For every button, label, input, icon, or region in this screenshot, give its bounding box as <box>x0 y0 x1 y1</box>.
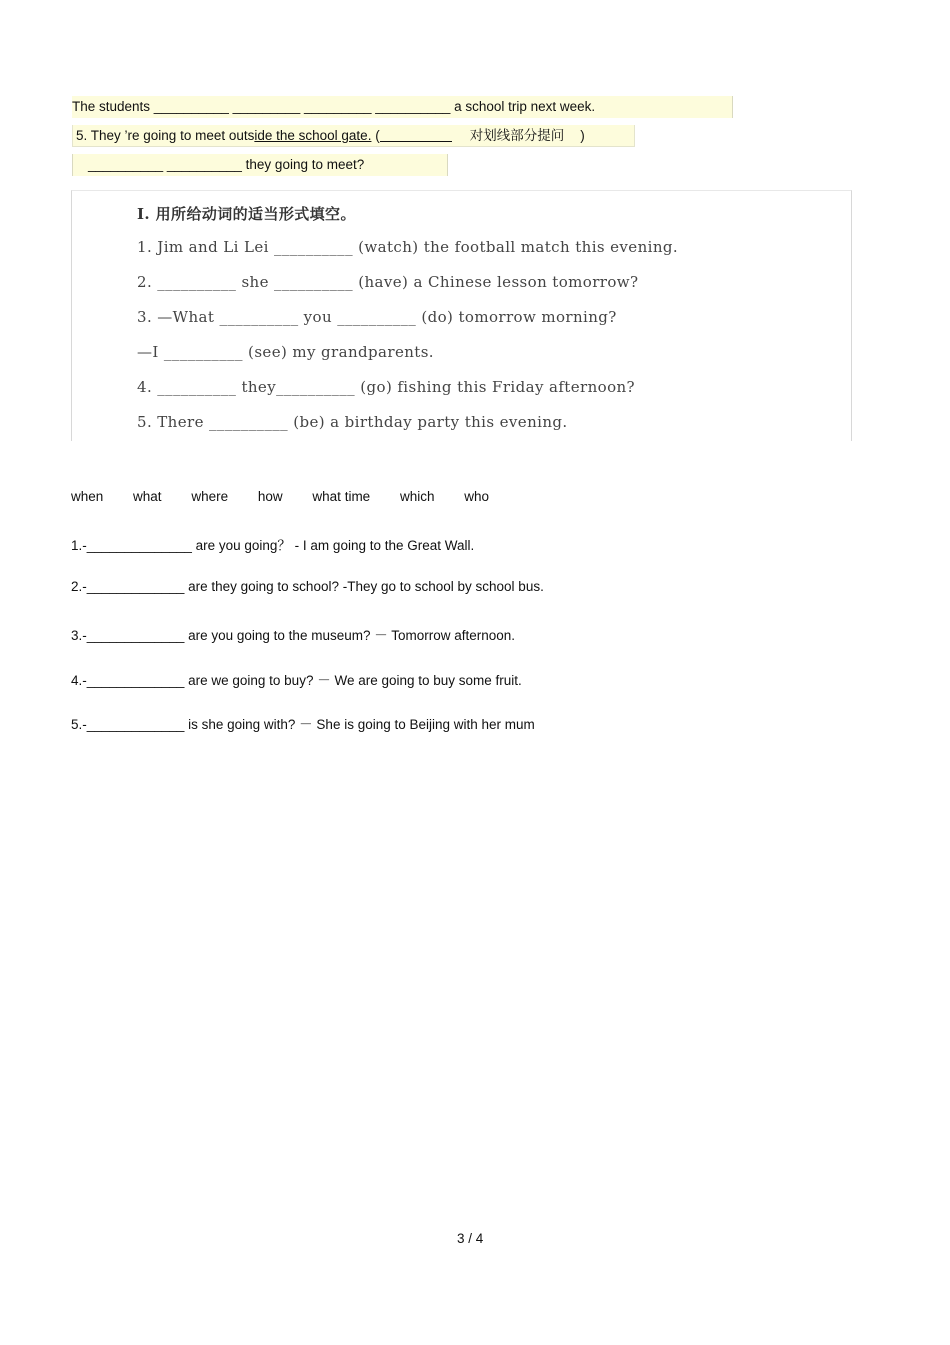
exercise-item-3: 3. —What __________ you __________ (do) tomorrow morning? <box>137 308 617 326</box>
question-5: 5.-_____________ is she going with? － She is going to Beijing with her mum <box>71 717 535 732</box>
question-1: 1.-______________ are you going？ - I am going to the Great Wall. <box>71 538 475 553</box>
question-4: 4.-_____________ are we going to buy? － We are going to buy some fruit. <box>71 673 522 688</box>
exercise-item-5: 5. There __________ (be) a birthday party this evening. <box>137 413 568 431</box>
exercise-item-1: 1. Jim and Li Lei __________ (watch) the football match this evening. <box>137 238 679 256</box>
line2-close-paren: ) <box>580 128 585 143</box>
exercise-line-question: __________ __________ they going to meet? <box>72 154 448 176</box>
question-2: 2.-_____________ are they going to school? -They go to school by school bus. <box>71 579 544 594</box>
line2-underlined: ide the school gate. <box>254 128 372 143</box>
answer-blank <box>380 127 452 142</box>
word-bank-item: what time <box>312 489 371 504</box>
exercise-line-school-trip: The students __________ _________ _________ __________ a school trip next week. <box>72 96 733 118</box>
exercise-scan-box <box>71 190 852 441</box>
exercise-item-2: 2. __________ she __________ (have) a Chinese lesson tomorrow? <box>137 273 639 291</box>
word-bank-item: when <box>71 489 104 504</box>
word-bank-item: what <box>133 489 162 504</box>
word-bank-item: how <box>257 489 283 504</box>
line2-part-a: 5. They ’re going to meet outs <box>76 128 255 143</box>
question-3: 3.-_____________ are you going to the museum? － Tomorrow afternoon. <box>71 628 516 643</box>
word-bank-item: which <box>399 489 435 504</box>
exercise-item-4: 4. __________ they__________ (go) fishing this Friday afternoon? <box>137 378 636 396</box>
line2-instruction: 对划线部分提问 <box>469 128 565 143</box>
exercise-line-meet-place <box>72 125 635 147</box>
word-bank-item: where <box>191 489 229 504</box>
exercise-title: I. 用所给动词的适当形式填空。 <box>137 205 356 223</box>
word-bank-item: who <box>464 489 490 504</box>
word-bank <box>71 489 515 504</box>
line2-paren: ( <box>371 128 380 143</box>
exercise-item-3-answer: —I __________ (see) my grandparents. <box>137 343 434 361</box>
page-number: 3 / 4 <box>457 1231 484 1246</box>
